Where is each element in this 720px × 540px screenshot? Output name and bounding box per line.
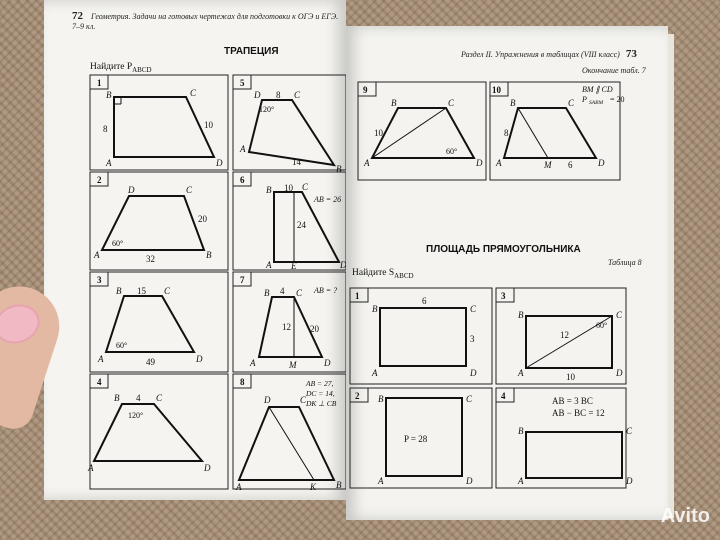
right-task: Найдите $S_{ABCD}$	[352, 268, 414, 280]
svg-text:B: B	[391, 98, 397, 108]
right-header-text: Раздел II. Упражнения в таблицах (VIII класс)	[461, 50, 620, 59]
svg-text:C: C	[466, 394, 473, 404]
svg-text:B: B	[372, 304, 378, 314]
svg-text:8: 8	[240, 377, 245, 387]
svg-text:K: K	[310, 482, 317, 492]
svg-text:M: M	[544, 160, 552, 170]
right-section-title: ПЛОЩАДЬ ПРЯМОУГОЛЬНИКА	[426, 244, 581, 255]
svg-text:A: A	[250, 358, 256, 368]
svg-text:60°: 60°	[116, 341, 128, 350]
svg-text:60°: 60°	[596, 321, 608, 330]
svg-text:DC = 14,: DC = 14,	[306, 389, 335, 398]
svg-text:AB = 26: AB = 26	[314, 195, 342, 204]
svg-text:C: C	[302, 182, 309, 192]
svg-text:B: B	[264, 288, 270, 298]
svg-text:AB = 3 BC: AB = 3 BC	[552, 396, 593, 406]
svg-text:E: E	[291, 261, 297, 271]
svg-text:C: C	[470, 304, 477, 314]
svg-text:A: A	[236, 482, 242, 492]
rectangle-1	[380, 308, 466, 366]
trapezoid-8	[239, 407, 334, 480]
svg-text:D: D	[476, 158, 483, 168]
svg-text:A: A	[88, 463, 94, 473]
svg-text:10: 10	[566, 372, 575, 382]
svg-text:C: C	[626, 426, 633, 436]
svg-text:10: 10	[374, 128, 383, 138]
svg-text:7: 7	[240, 275, 245, 285]
svg-text:B: B	[106, 90, 112, 100]
svg-text:4: 4	[280, 286, 285, 296]
table-label: Таблица 8	[608, 258, 642, 267]
svg-text:B: B	[266, 185, 272, 195]
svg-text:C: C	[448, 98, 455, 108]
left-page	[44, 0, 346, 500]
svg-text:M: M	[289, 360, 297, 370]
svg-text:120°: 120°	[128, 411, 144, 420]
svg-text:P = 28: P = 28	[404, 434, 428, 444]
svg-text:8: 8	[504, 128, 509, 138]
svg-text:A: A	[518, 476, 524, 486]
svg-text:B: B	[510, 98, 516, 108]
svg-text:12: 12	[282, 322, 291, 332]
svg-text:B: B	[378, 394, 384, 404]
svg-text:6: 6	[422, 296, 427, 306]
svg-text:= 20: = 20	[610, 95, 625, 104]
svg-text:B: B	[206, 250, 212, 260]
svg-text:A: A	[372, 368, 378, 378]
svg-text:D: D	[470, 368, 477, 378]
svg-text:4: 4	[501, 391, 506, 401]
svg-text:C: C	[568, 98, 575, 108]
svg-text:C: C	[190, 88, 197, 98]
left-section-title: ТРАПЕЦИЯ	[224, 46, 279, 57]
svg-text:10: 10	[284, 183, 293, 193]
left-figures	[44, 0, 346, 500]
right-page	[346, 26, 668, 520]
svg-text:D: D	[324, 358, 331, 368]
svg-text:SABM: SABM	[589, 100, 604, 106]
avito-watermark: Avito	[660, 505, 710, 527]
svg-text:P: P	[582, 95, 587, 104]
svg-text:3: 3	[501, 291, 506, 301]
svg-text:120°: 120°	[259, 105, 275, 114]
svg-text:A: A	[496, 158, 502, 168]
svg-text:C: C	[294, 90, 301, 100]
svg-text:10: 10	[204, 120, 213, 130]
trapezoid-1	[114, 97, 214, 157]
svg-text:9: 9	[363, 85, 368, 95]
svg-text:AB = 27,: AB = 27,	[306, 379, 334, 388]
svg-text:12: 12	[560, 330, 569, 340]
svg-text:D: D	[616, 368, 623, 378]
svg-text:6: 6	[240, 175, 245, 185]
svg-text:AB − BC = 12: AB − BC = 12	[552, 408, 605, 418]
trapezoid-10	[504, 108, 596, 158]
left-page-number: 72	[72, 10, 83, 22]
svg-text:A: A	[106, 158, 112, 168]
svg-text:D: D	[598, 158, 605, 168]
left-header-text: Геометрия. Задачи на готовых чертежах для подготовки к ОГЭ и ЕГЭ. 7–9 кл.	[72, 12, 339, 31]
svg-text:B: B	[518, 426, 524, 436]
svg-text:C: C	[164, 286, 171, 296]
svg-text:D: D	[340, 260, 346, 270]
svg-text:BM ∥ CD: BM ∥ CD	[582, 85, 613, 94]
svg-text:AB = ?: AB = ?	[314, 286, 338, 295]
svg-text:D: D	[204, 463, 211, 473]
svg-text:4: 4	[136, 393, 141, 403]
svg-text:15: 15	[137, 286, 146, 296]
svg-text:A: A	[94, 250, 100, 260]
svg-text:2: 2	[97, 175, 102, 185]
svg-text:6: 6	[568, 160, 573, 170]
svg-text:C: C	[616, 310, 623, 320]
cell-3-box	[90, 272, 228, 372]
svg-text:A: A	[518, 368, 524, 378]
svg-text:A: A	[378, 476, 384, 486]
svg-text:8: 8	[276, 90, 281, 100]
svg-text:2: 2	[355, 391, 360, 401]
svg-text:1: 1	[355, 291, 360, 301]
left-task: Найдите $P_{ABCD}$	[90, 62, 152, 74]
svg-text:4: 4	[97, 377, 102, 387]
right-page-number: 73	[625, 48, 637, 60]
svg-text:D: D	[254, 90, 261, 100]
svg-text:B: B	[518, 310, 524, 320]
svg-text:14: 14	[292, 157, 301, 167]
svg-text:10: 10	[492, 85, 501, 95]
svg-text:24: 24	[297, 220, 306, 230]
svg-text:A: A	[98, 354, 104, 364]
svg-text:A: A	[364, 158, 370, 168]
svg-text:D: D	[128, 185, 135, 195]
svg-text:C: C	[156, 393, 163, 403]
svg-text:D: D	[216, 158, 223, 168]
right-figures	[346, 26, 668, 520]
svg-text:A: A	[266, 260, 272, 270]
svg-text:D: D	[466, 476, 473, 486]
svg-text:D: D	[196, 354, 203, 364]
svg-text:D: D	[626, 476, 633, 486]
svg-text:5: 5	[240, 78, 245, 88]
svg-text:49: 49	[146, 357, 155, 367]
svg-text:3: 3	[97, 275, 102, 285]
svg-text:B: B	[336, 164, 342, 174]
continued-label: Окончание табл. 7	[582, 66, 646, 75]
svg-text:60°: 60°	[112, 239, 124, 248]
svg-text:20: 20	[198, 214, 207, 224]
svg-text:32: 32	[146, 254, 155, 264]
trapezoid-4	[94, 404, 202, 461]
svg-text:1: 1	[97, 78, 102, 88]
svg-text:DK ⊥ CB: DK ⊥ CB	[306, 399, 337, 408]
rectangle-4	[526, 432, 622, 478]
svg-text:3: 3	[470, 334, 475, 344]
svg-text:C: C	[300, 395, 307, 405]
svg-text:B: B	[116, 286, 122, 296]
svg-text:20: 20	[310, 324, 319, 334]
trapezoid-9	[372, 108, 474, 158]
svg-text:A: A	[240, 144, 246, 154]
svg-text:D: D	[264, 395, 271, 405]
svg-text:8: 8	[103, 124, 108, 134]
svg-text:C: C	[186, 185, 193, 195]
svg-text:B: B	[336, 480, 342, 490]
svg-text:C: C	[296, 288, 303, 298]
svg-text:60°: 60°	[446, 147, 458, 156]
svg-text:B: B	[114, 393, 120, 403]
